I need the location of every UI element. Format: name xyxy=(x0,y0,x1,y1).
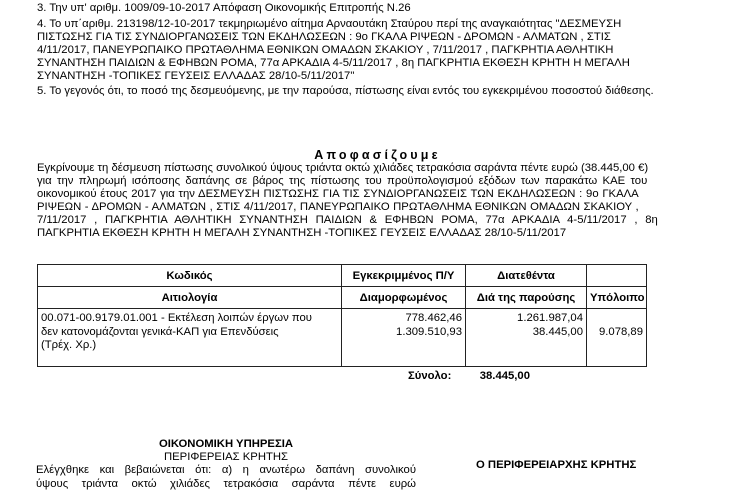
remaining-value xyxy=(590,312,643,326)
financial-service-subtitle: ΠΕΡΙΦΕΡΕΙΑΣ ΚΡΗΤΗΣ xyxy=(163,451,289,463)
verification-line-1: Ελέγχθηκε και βεβαιώνεται ότι: α) η ανωτέρω δαπάνη συνολικού xyxy=(36,464,416,476)
approved-value: 1.309.510,93 xyxy=(396,325,462,338)
header-formed: Διαμορφωμένος xyxy=(342,287,466,309)
approved-value: 778.462,46 xyxy=(405,312,462,324)
decision-line-1: Εγκρίνουμε τη δέσμευση πίστωσης συνολικού ύψους τριάντα οκτώ χιλιάδες τετρακόσια σαράντα πέντε ευρώ (38.445,00 €) xyxy=(37,162,649,174)
consideration-item-3: 3. Την υπ' αριθμ. 1009/09-10-2017 Απόφαση Οικονομικής Επιτροπής Ν.26 xyxy=(37,2,411,14)
allocated-value: 38.445,00 xyxy=(532,325,583,338)
header-approved-budget: Εγκεκριμμένος Π/Υ xyxy=(342,265,466,287)
decision-line-6: ΠΑΓΚΡΗΤΙΑ ΕΚΘΕΣΗ ΚΡΗΤΗ Η ΜΕΓΑΛΗ ΣΥΝΑΝΤΗΣΗ -ΤΟΠΙΚΕΣ ΓΕΥΣΕΙΣ ΕΛΛΑΔΑΣ 28/10-5/11/2017 xyxy=(37,227,567,239)
header-justification: Αιτιολογία xyxy=(38,287,342,309)
budget-table xyxy=(37,264,647,367)
regional-governor-title: Ο ΠΕΡΙΦΕΡΕΙΑΡΧΗΣ ΚΡΗΤΗΣ xyxy=(476,459,637,471)
cell-remaining xyxy=(587,309,647,367)
financial-service-title: ΟΙΚΟΝΟΜΙΚΗ ΥΠΗΡΕΣΙΑ xyxy=(158,438,294,450)
decision-line-2: για την πληρωμή ισόποσης δαπάνης σε βάρος της πίστωσης του προϋπολογισμού εξόδων των παρακάτω ΚΑΕ του xyxy=(37,175,648,187)
consideration-item-4-line-5: ΣΥΝΑΝΤΗΣΗ -ΤΟΠΙΚΕΣ ΓΕΥΣΕΙΣ ΕΛΛΑΔΑΣ 28/10-5/11/2017" xyxy=(37,70,355,82)
header-by-present: Διά της παρούσης xyxy=(466,287,587,309)
table-row xyxy=(38,309,647,367)
header-remaining: Υπόλοιπο xyxy=(587,287,647,309)
consideration-item-4-line-3: 4/11/2017, ΠΑΝΕΥΡΩΠΑΙΚΟ ΠΡΩΤΑΘΛΗΜΑ ΕΘΝΙΚΩΝ ΟΜΑΔΩΝ ΣΚΑΚΙΟΥ , 7/11/2017 , ΠΑΓΚΡΗΤΙΑ ΑΘΛΗΤΙΚΗ xyxy=(37,44,614,56)
table-header-row-1 xyxy=(38,265,647,287)
consideration-item-4-line-1: 4. Το υπ΄αριθμ. 213198/12-10-2017 τεκμηριωμένο αίτημα Αρναουτάκη Σταύρου περί της αναγκαιότητας "ΔΕΣΜΕΥΣΗ xyxy=(37,18,622,30)
verification-line-2: ύψους τριάντα οκτώ χιλιάδες τετρακόσια σαράντα πέντε ευρώ xyxy=(36,477,416,490)
cell-description xyxy=(38,309,342,367)
header-code: Κωδικός xyxy=(38,265,342,287)
decision-title: Αποφασίζουμε xyxy=(314,148,441,162)
consideration-item-4-line-4: ΣΥΝΑΝΤΗΣΗ ΠΑΙΔΙΩΝ & ΕΦΗΒΩΝ ΡΟΜΑ, 77α ΑΡΚΑΔΙΑ 4-5/11/2017 , 8η ΠΑΓΚΡΗΤΙΑ ΕΚΘΕΣΗ ΚΡΗΤΗ Η ΜΕΓΑΛΗ xyxy=(37,57,630,69)
header-allocated: Διατεθέντα xyxy=(466,265,587,287)
description-line: (Τρέχ. Χρ.) xyxy=(41,339,97,351)
description-line: 00.071-00.9179.01.001 - Εκτέλεση λοιπών έργων που xyxy=(41,312,312,324)
cell-approved xyxy=(342,309,466,367)
remaining-value: 9.078,89 xyxy=(599,325,643,338)
table-header-row-2 xyxy=(38,287,647,309)
consideration-item-4-line-2: ΠΙΣΤΩΣΗΣ ΓΙΑ ΤΙΣ ΣΥΝΔΙΟΡΓΑΝΩΣΕΙΣ ΤΩΝ ΕΚΔΗΛΩΣΕΩΝ : 9ο ΓΚΑΛΑ ΡΙΨΕΩΝ - ΔΡΟΜΩΝ - ΑΛΜΑΤΩΝ , ΣΤΙΣ xyxy=(37,31,611,43)
cell-allocated xyxy=(466,309,587,367)
decision-line-5: 7/11/2017 , ΠΑΓΚΡΗΤΙΑ ΑΘΛΗΤΙΚΗ ΣΥΝΑΝΤΗΣΗ ΠΑΙΔΙΩΝ & ΕΦΗΒΩΝ ΡΟΜΑ, 77α ΑΡΚΑΔΙΑ 4-5/11/2017 , 8η xyxy=(37,214,658,226)
consideration-item-5: 5. Το γεγονός ότι, το ποσό της δεσμευόμενης, με την παρούσα, πίστωσης είναι εντός του εγκεκριμένου ποσοστού διάθεσης. xyxy=(37,85,654,97)
description-line: δεν κατονομάζονται γενικά-ΚΑΠ για Επενδύσεις xyxy=(41,325,279,338)
decision-line-4: ΡΙΨΕΩΝ - ΔΡΟΜΩΝ - ΑΛΜΑΤΩΝ , ΣΤΙΣ 4/11/2017, ΠΑΝΕΥΡΩΠΑΙΚΟ ΠΡΩΤΑΘΛΗΜΑ ΕΘΝΙΚΩΝ ΟΜΑΔΩΝ ΣΚΑΚΙΟΥ , xyxy=(37,201,639,213)
total-label: Σύνολο: xyxy=(408,370,452,382)
decision-line-3: οικονομικού έτους 2017 για την ΔΕΣΜΕΥΣΗ ΠΙΣΤΩΣΗΣ ΓΙΑ ΤΙΣ ΣΥΝΔΙΟΡΓΑΝΩΣΕΙΣ ΤΩΝ ΕΚΔΗΛΩΣΕΩΝ : 9ο ΓΚΑΛΑ xyxy=(37,188,639,200)
financial-service-block xyxy=(36,438,416,491)
allocated-value: 1.261.987,04 xyxy=(517,312,583,324)
header-empty xyxy=(587,265,647,287)
